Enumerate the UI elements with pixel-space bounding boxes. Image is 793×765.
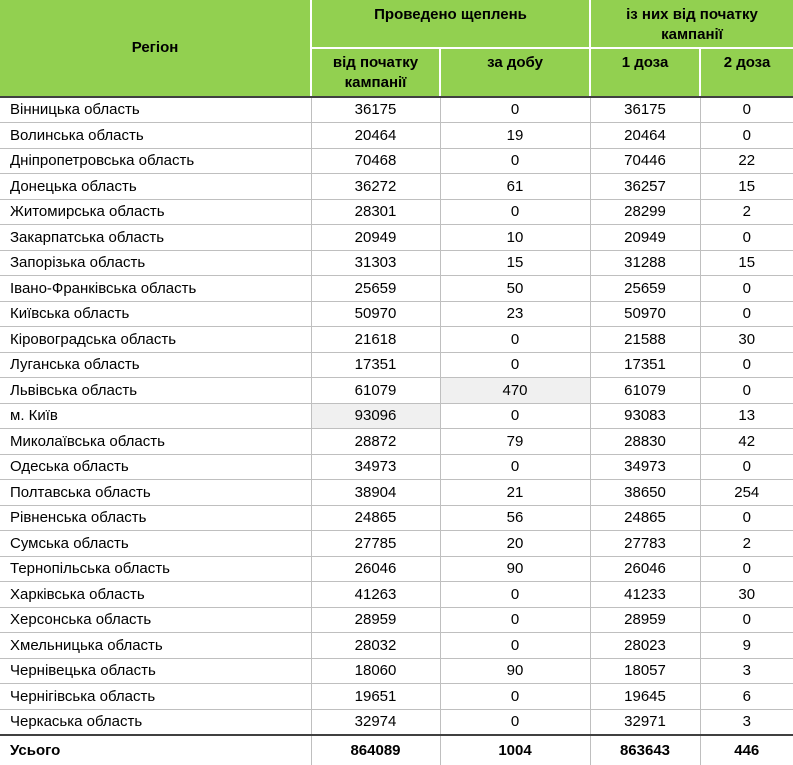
value-cell[interactable]: 90 xyxy=(440,556,590,582)
region-cell[interactable]: Волинська область xyxy=(0,123,311,149)
table-row xyxy=(0,148,793,174)
value-cell[interactable]: 50 xyxy=(440,276,590,302)
value-cell[interactable]: 17351 xyxy=(311,352,440,378)
table-row xyxy=(0,378,793,404)
total-row xyxy=(0,735,793,765)
value-cell[interactable]: 0 xyxy=(440,633,590,659)
value-cell[interactable]: 36175 xyxy=(311,97,440,123)
value-cell[interactable]: 0 xyxy=(700,97,793,123)
value-cell[interactable]: 28959 xyxy=(590,607,700,633)
value-cell[interactable]: 0 xyxy=(700,352,793,378)
value-cell[interactable]: 22 xyxy=(700,148,793,174)
value-cell[interactable]: 27785 xyxy=(311,531,440,557)
value-cell[interactable]: 18060 xyxy=(311,658,440,684)
table-row xyxy=(0,352,793,378)
value-cell[interactable]: 0 xyxy=(700,225,793,251)
value-cell[interactable]: 20949 xyxy=(590,225,700,251)
value-cell[interactable]: 24865 xyxy=(311,505,440,531)
value-cell[interactable]: 9 xyxy=(700,633,793,659)
table-row xyxy=(0,123,793,149)
table-row xyxy=(0,556,793,582)
value-cell[interactable]: 34973 xyxy=(590,454,700,480)
value-cell[interactable]: 61079 xyxy=(590,378,700,404)
region-cell[interactable]: Миколаївська область xyxy=(0,429,311,455)
value-cell[interactable]: 93083 xyxy=(590,403,700,429)
region-cell[interactable]: Луганська область xyxy=(0,352,311,378)
value-cell[interactable]: 18057 xyxy=(590,658,700,684)
table-body xyxy=(0,97,793,736)
value-cell[interactable]: 42 xyxy=(700,429,793,455)
region-cell[interactable]: Львівська область xyxy=(0,378,311,404)
value-cell[interactable]: 25659 xyxy=(590,276,700,302)
region-cell[interactable]: Донецька область xyxy=(0,174,311,200)
value-cell[interactable]: 38904 xyxy=(311,480,440,506)
value-cell[interactable]: 0 xyxy=(700,454,793,480)
value-cell[interactable]: 2 xyxy=(700,531,793,557)
value-cell[interactable]: 0 xyxy=(440,607,590,633)
value-cell[interactable]: 31288 xyxy=(590,250,700,276)
value-cell[interactable]: 13 xyxy=(700,403,793,429)
value-cell[interactable]: 254 xyxy=(700,480,793,506)
value-cell[interactable]: 70446 xyxy=(590,148,700,174)
table-footer xyxy=(0,735,793,765)
value-cell[interactable]: 0 xyxy=(440,199,590,225)
value-cell[interactable]: 17351 xyxy=(590,352,700,378)
table-row xyxy=(0,531,793,557)
region-cell[interactable]: Кіровоградська область xyxy=(0,327,311,353)
value-cell[interactable]: 19651 xyxy=(311,684,440,710)
value-cell[interactable]: 41263 xyxy=(311,582,440,608)
value-cell[interactable]: 28032 xyxy=(311,633,440,659)
value-cell[interactable]: 470 xyxy=(440,378,590,404)
table-row xyxy=(0,199,793,225)
value-cell[interactable]: 6 xyxy=(700,684,793,710)
value-cell[interactable]: 0 xyxy=(700,276,793,302)
region-cell[interactable]: Тернопільська область xyxy=(0,556,311,582)
value-cell[interactable]: 70468 xyxy=(311,148,440,174)
value-cell[interactable]: 41233 xyxy=(590,582,700,608)
value-cell[interactable]: 0 xyxy=(440,582,590,608)
table-row xyxy=(0,480,793,506)
total-value-since-campaign: 864089 xyxy=(311,735,440,765)
value-cell[interactable]: 15 xyxy=(700,250,793,276)
value-cell[interactable]: 50970 xyxy=(311,301,440,327)
table-row xyxy=(0,97,793,123)
value-cell[interactable]: 0 xyxy=(700,556,793,582)
table-row xyxy=(0,684,793,710)
value-cell[interactable]: 0 xyxy=(440,684,590,710)
value-cell[interactable]: 21 xyxy=(440,480,590,506)
total-value-dose-2: 446 xyxy=(700,735,793,765)
region-cell[interactable]: Дніпропетровська область xyxy=(0,148,311,174)
value-cell[interactable]: 0 xyxy=(440,352,590,378)
header-sub-dose-2: 2 доза xyxy=(700,48,793,97)
table-row xyxy=(0,276,793,302)
table-row xyxy=(0,403,793,429)
region-cell[interactable]: Івано-Франківська область xyxy=(0,276,311,302)
table-row xyxy=(0,174,793,200)
value-cell[interactable]: 10 xyxy=(440,225,590,251)
value-cell[interactable]: 0 xyxy=(440,403,590,429)
value-cell[interactable]: 28301 xyxy=(311,199,440,225)
value-cell[interactable]: 30 xyxy=(700,582,793,608)
table-row xyxy=(0,658,793,684)
value-cell[interactable]: 3 xyxy=(700,658,793,684)
value-cell[interactable]: 23 xyxy=(440,301,590,327)
region-cell[interactable]: Чернівецька область xyxy=(0,658,311,684)
header-sub-dose-1: 1 доза xyxy=(590,48,700,97)
region-cell[interactable]: Вінницька область xyxy=(0,97,311,123)
value-cell[interactable]: 28023 xyxy=(590,633,700,659)
region-cell[interactable]: Хмельницька область xyxy=(0,633,311,659)
value-cell[interactable]: 0 xyxy=(440,327,590,353)
region-cell[interactable]: Черкаська область xyxy=(0,709,311,735)
table-header xyxy=(0,0,793,97)
region-cell[interactable]: Рівненська область xyxy=(0,505,311,531)
value-cell[interactable]: 0 xyxy=(440,97,590,123)
total-value-per-day: 1004 xyxy=(440,735,590,765)
value-cell[interactable]: 15 xyxy=(440,250,590,276)
value-cell[interactable]: 26046 xyxy=(311,556,440,582)
value-cell[interactable]: 38650 xyxy=(590,480,700,506)
value-cell[interactable]: 28959 xyxy=(311,607,440,633)
value-cell[interactable]: 15 xyxy=(700,174,793,200)
table-row xyxy=(0,633,793,659)
header-region: Регіон xyxy=(0,0,311,97)
value-cell[interactable]: 30 xyxy=(700,327,793,353)
region-cell[interactable]: Харківська область xyxy=(0,582,311,608)
value-cell[interactable]: 36175 xyxy=(590,97,700,123)
value-cell[interactable]: 28299 xyxy=(590,199,700,225)
table-row xyxy=(0,301,793,327)
region-cell[interactable]: Закарпатська область xyxy=(0,225,311,251)
region-cell[interactable]: Житомирська область xyxy=(0,199,311,225)
value-cell[interactable]: 93096 xyxy=(311,403,440,429)
table-row xyxy=(0,582,793,608)
value-cell[interactable]: 0 xyxy=(700,505,793,531)
value-cell[interactable]: 61 xyxy=(440,174,590,200)
total-value-dose-1: 863643 xyxy=(590,735,700,765)
region-cell[interactable]: Полтавська область xyxy=(0,480,311,506)
value-cell[interactable]: 20 xyxy=(440,531,590,557)
total-label: Усього xyxy=(0,735,311,765)
table-row xyxy=(0,505,793,531)
value-cell[interactable]: 19645 xyxy=(590,684,700,710)
table-row xyxy=(0,454,793,480)
value-cell[interactable]: 50970 xyxy=(590,301,700,327)
region-cell[interactable]: Одеська область xyxy=(0,454,311,480)
table-row xyxy=(0,225,793,251)
value-cell[interactable]: 0 xyxy=(440,709,590,735)
value-cell[interactable]: 0 xyxy=(700,607,793,633)
header-group-since-campaign-start: із них від початку кампанії xyxy=(590,0,793,48)
value-cell[interactable]: 24865 xyxy=(590,505,700,531)
table-row xyxy=(0,250,793,276)
value-cell[interactable]: 32974 xyxy=(311,709,440,735)
value-cell[interactable]: 36272 xyxy=(311,174,440,200)
value-cell[interactable]: 20464 xyxy=(311,123,440,149)
value-cell[interactable]: 27783 xyxy=(590,531,700,557)
value-cell[interactable]: 28872 xyxy=(311,429,440,455)
value-cell[interactable]: 79 xyxy=(440,429,590,455)
value-cell[interactable]: 36257 xyxy=(590,174,700,200)
value-cell[interactable]: 90 xyxy=(440,658,590,684)
value-cell[interactable]: 20464 xyxy=(590,123,700,149)
value-cell[interactable]: 34973 xyxy=(311,454,440,480)
header-sub-since-campaign: від початку кампанії xyxy=(311,48,440,97)
value-cell[interactable]: 0 xyxy=(700,301,793,327)
region-cell[interactable]: Київська область xyxy=(0,301,311,327)
value-cell[interactable]: 0 xyxy=(700,123,793,149)
value-cell[interactable]: 19 xyxy=(440,123,590,149)
header-sub-per-day: за добу xyxy=(440,48,590,97)
table-row xyxy=(0,429,793,455)
value-cell[interactable]: 21618 xyxy=(311,327,440,353)
region-cell[interactable]: Чернігівська область xyxy=(0,684,311,710)
value-cell[interactable]: 3 xyxy=(700,709,793,735)
value-cell[interactable]: 32971 xyxy=(590,709,700,735)
value-cell[interactable]: 28830 xyxy=(590,429,700,455)
region-cell[interactable]: Сумська область xyxy=(0,531,311,557)
value-cell[interactable]: 26046 xyxy=(590,556,700,582)
value-cell[interactable]: 21588 xyxy=(590,327,700,353)
value-cell[interactable]: 61079 xyxy=(311,378,440,404)
region-cell[interactable]: Запорізька область xyxy=(0,250,311,276)
value-cell[interactable]: 31303 xyxy=(311,250,440,276)
header-group-vaccinations-done: Проведено щеплень xyxy=(311,0,590,48)
table-row xyxy=(0,709,793,735)
value-cell[interactable]: 25659 xyxy=(311,276,440,302)
region-cell[interactable]: Херсонська область xyxy=(0,607,311,633)
region-cell[interactable]: м. Київ xyxy=(0,403,311,429)
value-cell[interactable]: 0 xyxy=(440,454,590,480)
table-row xyxy=(0,327,793,353)
value-cell[interactable]: 0 xyxy=(440,148,590,174)
value-cell[interactable]: 20949 xyxy=(311,225,440,251)
value-cell[interactable]: 56 xyxy=(440,505,590,531)
value-cell[interactable]: 0 xyxy=(700,378,793,404)
table-row xyxy=(0,607,793,633)
value-cell[interactable]: 2 xyxy=(700,199,793,225)
